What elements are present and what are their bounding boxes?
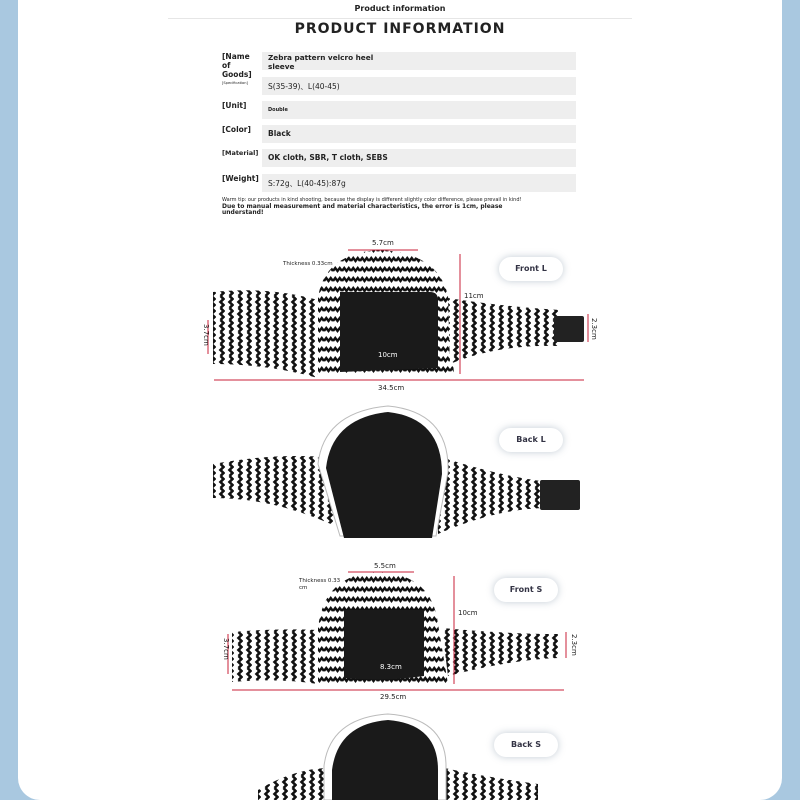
front-s-thickness: Thickness 0.33 cm: [299, 578, 341, 591]
spec-row-color: [222, 125, 576, 143]
spec-value: S:72g、L(40-45):87g: [268, 179, 346, 188]
front-l-top-width: 5.7cm: [372, 239, 394, 247]
front-s-strap-right: 2.3cm: [570, 634, 578, 656]
velcro-tab: [540, 480, 580, 510]
title-divider: [168, 18, 632, 19]
warm-tip: [222, 197, 542, 217]
right-strap: [438, 456, 548, 534]
black-pad: [326, 412, 442, 538]
spec-label: [Material]: [222, 149, 259, 157]
front-l-strap-right: 2.3cm: [590, 318, 598, 340]
spec-row-material: [222, 149, 576, 167]
front-l-total-length: 34.5cm: [378, 384, 405, 392]
front-s-height: 10cm: [458, 609, 478, 617]
spec-label: [Specification]: [222, 81, 248, 85]
badge-back-s: Back S: [494, 733, 558, 757]
spec-label: [Unit]: [222, 101, 247, 110]
main-title: PRODUCT INFORMATION: [294, 21, 506, 37]
right-strap: [442, 628, 558, 676]
front-l-pad-width: 10cm: [378, 351, 398, 359]
spec-value: Black: [268, 129, 291, 138]
front-l-thickness: Thickness 0.33cm: [283, 261, 333, 267]
right-strap: [448, 298, 560, 364]
top-title: Product information: [354, 4, 446, 13]
left-strap: [232, 629, 318, 684]
warm-tip-line-2: Due to manual measurement and material characteristics, the error is 1cm, please understand!: [222, 202, 503, 216]
spec-row-specification: [222, 77, 576, 95]
front-l-height: 11cm: [464, 292, 484, 300]
right-strap: [436, 766, 538, 800]
product-photos: [18, 236, 782, 800]
badge-back-l: Back L: [499, 428, 563, 452]
back-l-product: [213, 406, 580, 538]
spec-label: [Color]: [222, 125, 251, 134]
spec-bar: [262, 101, 576, 119]
warm-tip-line-1: Warm tip: our products in kind shooting, because the display is different slightly color difference, please prevail in kind!: [222, 197, 522, 203]
badge-front-l: Front L: [499, 257, 563, 281]
spec-row-weight: [222, 174, 576, 192]
spec-value: Double: [268, 107, 288, 113]
badge-front-s: Front S: [494, 578, 558, 602]
spec-row-name: [222, 52, 576, 79]
product-info-sheet: [18, 0, 782, 800]
spec-value: S(35-39)、L(40-45): [268, 82, 340, 91]
spec-label: [Weight]: [222, 174, 259, 183]
spec-value: OK cloth, SBR, T cloth, SEBS: [268, 153, 388, 162]
front-s-strap-left: 3.7cm: [222, 638, 230, 660]
left-strap: [213, 290, 318, 378]
spec-label: [Name of Goods]: [222, 52, 252, 79]
velcro-tab: [554, 316, 584, 342]
front-s-pad-width: 8.3cm: [380, 663, 402, 671]
spec-row-unit: [222, 101, 576, 119]
front-l-strap-left: 3.7cm: [202, 324, 210, 346]
front-s-total-length: 29.5cm: [380, 693, 407, 701]
front-s-top-width: 5.5cm: [374, 562, 396, 570]
spec-value: Zebra pattern velcro heel sleeve: [268, 53, 374, 71]
black-pad: [340, 292, 438, 372]
spec-bar: [262, 125, 576, 143]
back-s-product: [258, 714, 538, 800]
